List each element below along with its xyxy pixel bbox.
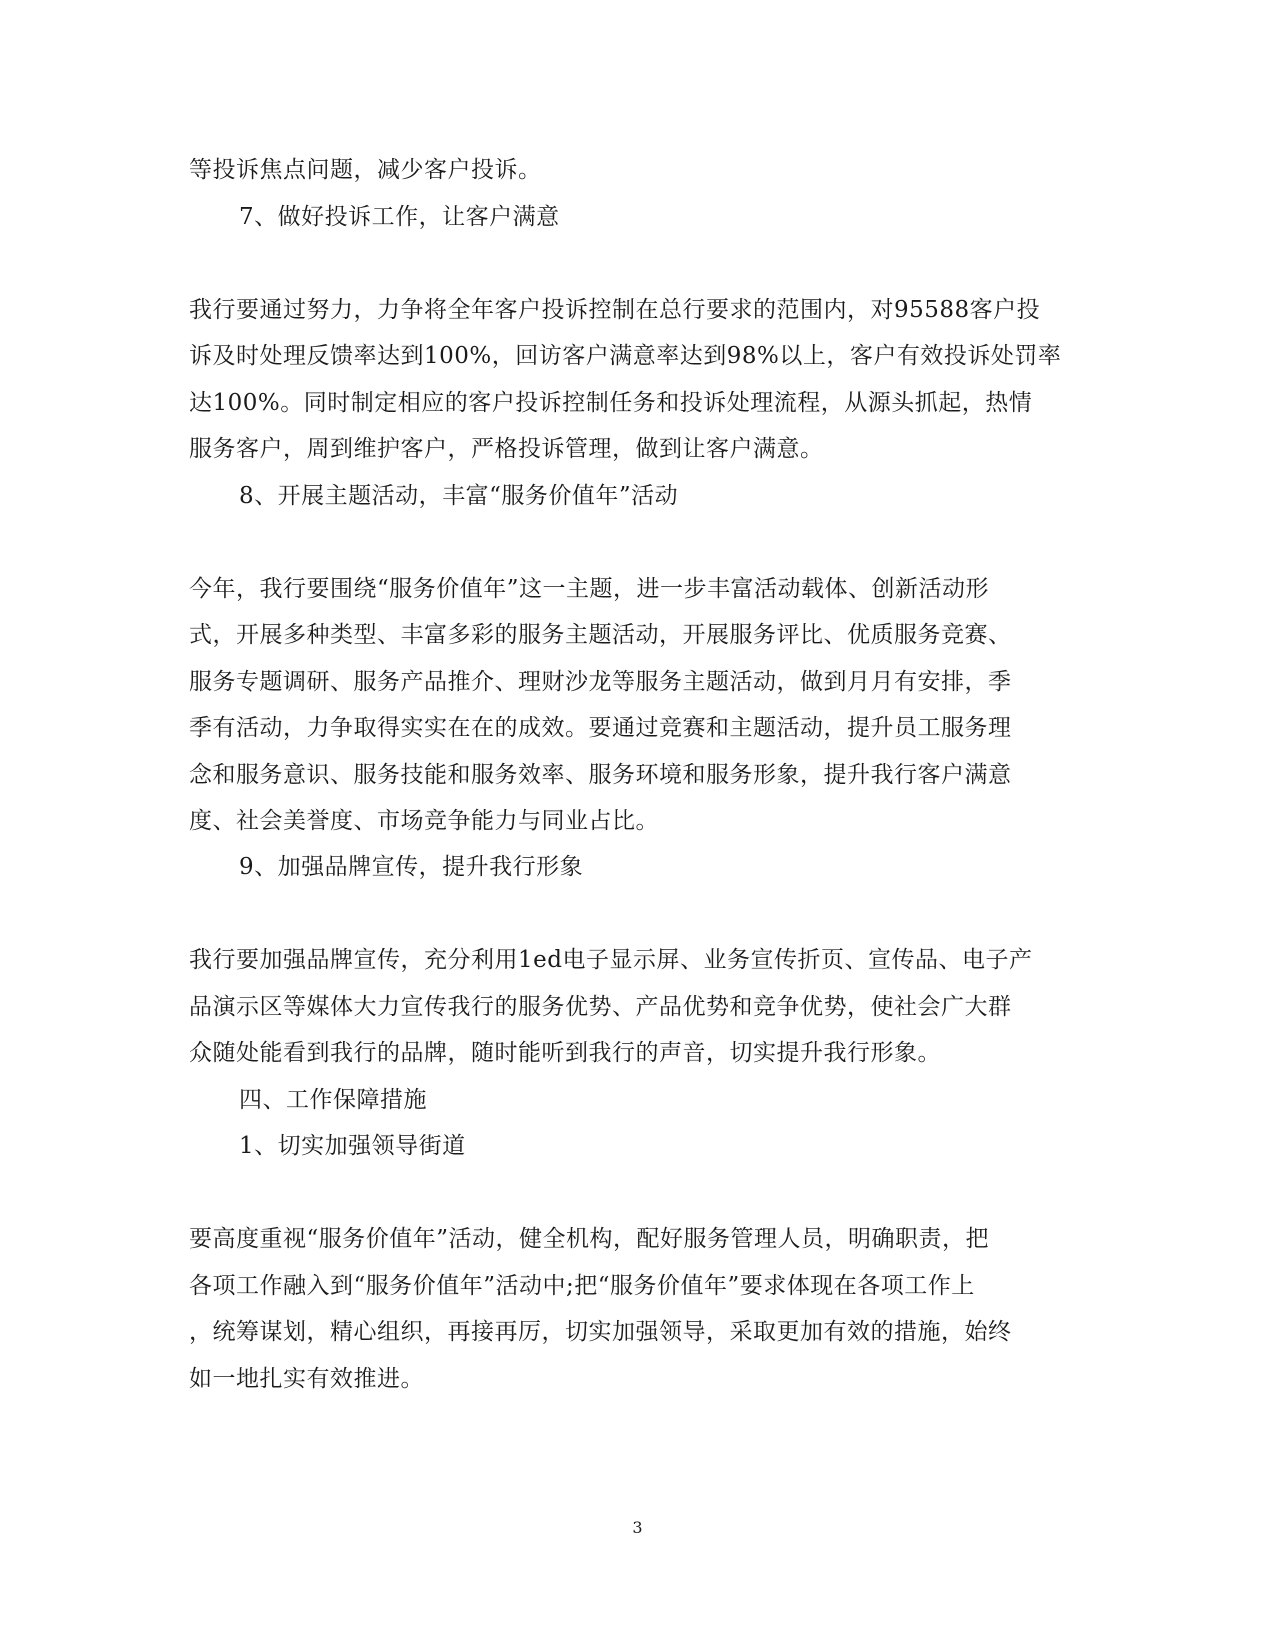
section-heading: 7、做好投诉工作，让客户满意 (239, 204, 560, 230)
body-text-line: 服务客户，周到维护客户，严格投诉管理，做到让客户满意。 (189, 436, 824, 462)
body-text-line: 念和服务意识、服务技能和服务效率、服务环境和服务形象，提升我行客户满意 (189, 762, 1012, 788)
body-text-line: 达100%。同时制定相应的客户投诉控制任务和投诉处理流程，从源头抓起，热情 (189, 390, 1033, 416)
body-text-line: 要高度重视“服务价值年”活动，健全机构，配好服务管理人员，明确职责，把 (189, 1226, 990, 1252)
body-text-line: 度、社会美誉度、市场竞争能力与同业占比。 (189, 808, 659, 834)
body-text-line: 我行要加强品牌宣传，充分利用1ed电子显示屏、业务宣传折页、宣传品、电子产 (189, 947, 1033, 973)
body-text-line: 各项工作融入到“服务价值年”活动中;把“服务价值年”要求体现在各项工作上 (189, 1273, 975, 1299)
body-text-line: 众随处能看到我行的品牌，随时能听到我行的声音，切实提升我行形象。 (189, 1040, 941, 1066)
body-text-line: 季有活动，力争取得实实在在的成效。要通过竞赛和主题活动，提升员工服务理 (189, 715, 1012, 741)
body-text-line: ，统筹谋划，精心组织，再接再厉，切实加强领导，采取更加有效的措施，始终 (189, 1319, 1012, 1345)
body-text-line: 如一地扎实有效推进。 (189, 1366, 424, 1392)
body-text-line: 我行要通过努力，力争将全年客户投诉控制在总行要求的范围内，对95588客户投 (189, 297, 1041, 323)
body-text-line: 品演示区等媒体大力宣传我行的服务优势、产品优势和竞争优势，使社会广大群 (189, 994, 1012, 1020)
section-heading: 四、工作保障措施 (239, 1087, 427, 1113)
body-text-line: 诉及时处理反馈率达到100%，回访客户满意率达到98%以上，客户有效投诉处罚率 (189, 343, 1062, 369)
section-heading: 1、切实加强领导街道 (239, 1133, 466, 1159)
body-text-line: 今年，我行要围绕“服务价值年”这一主题，进一步丰富活动载体、创新活动形 (189, 576, 990, 602)
section-heading: 8、开展主题活动，丰富“服务价值年”活动 (239, 483, 679, 509)
body-text-line: 式，开展多种类型、丰富多彩的服务主题活动，开展服务评比、优质服务竞赛、 (189, 622, 1012, 648)
section-heading: 9、加强品牌宣传，提升我行形象 (239, 854, 584, 880)
body-text-line: 等投诉焦点问题，减少客户投诉。 (189, 157, 542, 183)
body-text-line: 服务专题调研、服务产品推介、理财沙龙等服务主题活动，做到月月有安排，季 (189, 669, 1012, 695)
page-number: 3 (632, 1518, 643, 1537)
